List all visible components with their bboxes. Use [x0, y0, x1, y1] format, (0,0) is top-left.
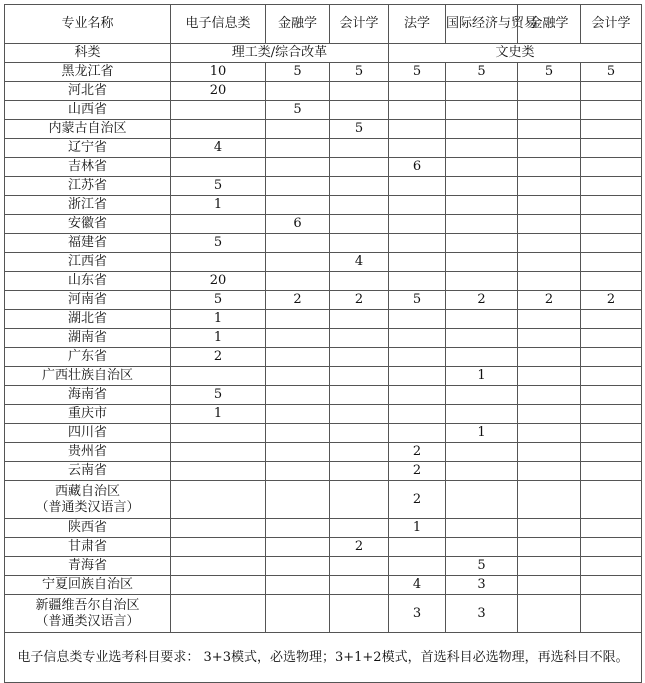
quota-cell: [581, 595, 642, 633]
quota-cell: [330, 177, 389, 196]
quota-cell: [518, 158, 581, 177]
quota-cell: [330, 481, 389, 519]
province-cell: 黑龙江省: [5, 63, 171, 82]
quota-cell: [518, 253, 581, 272]
quota-cell: 5: [330, 63, 389, 82]
quota-cell: [581, 272, 642, 291]
table-row: [5, 234, 642, 253]
quota-cell: [330, 443, 389, 462]
quota-cell: [446, 443, 518, 462]
quota-cell: [330, 576, 389, 595]
quota-cell: [446, 272, 518, 291]
quota-cell: [389, 557, 446, 576]
quota-cell: 20: [171, 272, 266, 291]
enrollment-plan-table: [4, 4, 642, 683]
quota-cell: 3: [389, 595, 446, 633]
quota-cell: [581, 253, 642, 272]
quota-cell: [581, 234, 642, 253]
quota-cell: [330, 462, 389, 481]
quota-cell: [518, 576, 581, 595]
quota-cell: [518, 120, 581, 139]
quota-cell: [266, 462, 330, 481]
quota-cell: [330, 557, 389, 576]
province-cell: 河南省: [5, 291, 171, 310]
header-row: [5, 5, 642, 44]
table-row: [5, 481, 642, 519]
quota-cell: [389, 272, 446, 291]
quota-cell: [171, 481, 266, 519]
province-cell: 辽宁省: [5, 139, 171, 158]
quota-cell: [330, 158, 389, 177]
province-cell: 内蒙古自治区: [5, 120, 171, 139]
quota-cell: 5: [389, 291, 446, 310]
quota-cell: [518, 234, 581, 253]
quota-cell: [266, 310, 330, 329]
quota-cell: [266, 234, 330, 253]
quota-cell: [581, 120, 642, 139]
quota-cell: [446, 348, 518, 367]
table-row: [5, 101, 642, 120]
quota-cell: [266, 557, 330, 576]
quota-cell: [518, 177, 581, 196]
quota-cell: [518, 462, 581, 481]
quota-cell: [581, 424, 642, 443]
province-cell: 云南省: [5, 462, 171, 481]
quota-cell: [581, 348, 642, 367]
province-cell: 安徽省: [5, 215, 171, 234]
quota-cell: 5: [330, 120, 389, 139]
quota-cell: [171, 101, 266, 120]
quota-cell: [330, 367, 389, 386]
quota-cell: [581, 215, 642, 234]
province-cell: 湖南省: [5, 329, 171, 348]
quota-cell: [581, 557, 642, 576]
quota-cell: 3: [446, 576, 518, 595]
quota-cell: [581, 386, 642, 405]
table-row: [5, 63, 642, 82]
quota-cell: [266, 367, 330, 386]
province-cell: 江西省: [5, 253, 171, 272]
table-row: [5, 139, 642, 158]
table-row: [5, 519, 642, 538]
quota-cell: 1: [171, 329, 266, 348]
quota-cell: [446, 538, 518, 557]
quota-cell: [389, 234, 446, 253]
quota-cell: [266, 139, 330, 158]
quota-cell: 1: [446, 424, 518, 443]
quota-cell: [446, 481, 518, 519]
province-cell: 山东省: [5, 272, 171, 291]
quota-cell: [581, 481, 642, 519]
quota-cell: [518, 424, 581, 443]
quota-cell: [581, 139, 642, 158]
table-row: [5, 348, 642, 367]
quota-cell: [171, 424, 266, 443]
table-row: [5, 196, 642, 215]
quota-cell: [171, 595, 266, 633]
province-cell: 广西壮族自治区: [5, 367, 171, 386]
quota-cell: [581, 367, 642, 386]
quota-cell: [389, 424, 446, 443]
quota-cell: 3: [446, 595, 518, 633]
quota-cell: [266, 386, 330, 405]
quota-cell: [266, 272, 330, 291]
quota-cell: [171, 367, 266, 386]
table-row: [5, 462, 642, 481]
table-row: [5, 177, 642, 196]
quota-cell: [581, 101, 642, 120]
quota-cell: [389, 215, 446, 234]
table-row: [5, 424, 642, 443]
quota-cell: [389, 329, 446, 348]
table-row: [5, 557, 642, 576]
quota-cell: 4: [389, 576, 446, 595]
quota-cell: [518, 272, 581, 291]
province-cell: 青海省: [5, 557, 171, 576]
province-cell: 重庆市: [5, 405, 171, 424]
quota-cell: 5: [171, 386, 266, 405]
quota-cell: 2: [518, 291, 581, 310]
quota-cell: [446, 82, 518, 101]
quota-cell: [330, 234, 389, 253]
header-major: 法学: [389, 5, 446, 44]
quota-cell: [330, 272, 389, 291]
quota-cell: 5: [389, 63, 446, 82]
table-row: [5, 272, 642, 291]
quota-cell: [446, 120, 518, 139]
quota-cell: 5: [446, 557, 518, 576]
quota-cell: [581, 158, 642, 177]
quota-cell: [581, 177, 642, 196]
quota-cell: 4: [171, 139, 266, 158]
quota-cell: [389, 82, 446, 101]
quota-cell: [171, 443, 266, 462]
province-cell: 江苏省: [5, 177, 171, 196]
quota-cell: [446, 139, 518, 158]
province-cell: 吉林省: [5, 158, 171, 177]
quota-cell: [266, 329, 330, 348]
table-row: [5, 215, 642, 234]
quota-cell: 2: [581, 291, 642, 310]
quota-cell: 1: [171, 405, 266, 424]
quota-cell: [518, 443, 581, 462]
quota-cell: [518, 519, 581, 538]
province-subtitle: （普通类汉语言）: [35, 613, 140, 629]
quota-cell: [518, 82, 581, 101]
table-row: [5, 367, 642, 386]
quota-cell: [389, 177, 446, 196]
quota-cell: [389, 386, 446, 405]
province-cell: 湖北省: [5, 310, 171, 329]
province-cell: 浙江省: [5, 196, 171, 215]
quota-cell: [389, 253, 446, 272]
quota-cell: [266, 348, 330, 367]
quota-cell: [446, 462, 518, 481]
quota-cell: [518, 139, 581, 158]
table-row: [5, 291, 642, 310]
header-major: 会计学: [330, 5, 389, 44]
quota-cell: [446, 253, 518, 272]
quota-cell: [330, 595, 389, 633]
table-row: [5, 310, 642, 329]
quota-cell: 5: [171, 234, 266, 253]
province-subtitle: （普通类汉语言）: [35, 499, 140, 515]
quota-cell: 2: [330, 538, 389, 557]
quota-cell: [266, 538, 330, 557]
quota-cell: 5: [266, 63, 330, 82]
quota-cell: [389, 196, 446, 215]
quota-cell: [581, 329, 642, 348]
table-row: [5, 329, 642, 348]
quota-cell: [330, 329, 389, 348]
quota-cell: [518, 348, 581, 367]
quota-cell: 1: [171, 196, 266, 215]
category-row: [5, 44, 642, 63]
province-cell: 陕西省: [5, 519, 171, 538]
quota-cell: [389, 310, 446, 329]
province-cell: 甘肃省: [5, 538, 171, 557]
quota-cell: [171, 253, 266, 272]
quota-cell: [518, 386, 581, 405]
quota-cell: [330, 405, 389, 424]
province-name: 西藏自治区: [54, 483, 120, 499]
subject-requirement-note: 电子信息类专业选考科目要求： 3+3模式，必选物理；3+1+2模式，首选科目必选物理，再选科目不限。: [5, 633, 642, 683]
quota-cell: [446, 519, 518, 538]
quota-cell: 6: [266, 215, 330, 234]
table-row: [5, 443, 642, 462]
quota-cell: [446, 405, 518, 424]
quota-cell: [446, 196, 518, 215]
quota-cell: 2: [330, 291, 389, 310]
quota-cell: [171, 519, 266, 538]
quota-cell: [518, 310, 581, 329]
province-cell: 四川省: [5, 424, 171, 443]
quota-cell: 20: [171, 82, 266, 101]
quota-cell: [389, 120, 446, 139]
header-major: 金融学: [518, 5, 581, 44]
header-major-name: 专业名称: [5, 5, 171, 44]
quota-cell: [581, 196, 642, 215]
header-major: 电子信息类: [171, 5, 266, 44]
quota-cell: [171, 158, 266, 177]
quota-cell: [518, 481, 581, 519]
quota-cell: 5: [171, 177, 266, 196]
quota-cell: 4: [330, 253, 389, 272]
quota-cell: [389, 367, 446, 386]
quota-cell: [266, 158, 330, 177]
quota-cell: [446, 158, 518, 177]
quota-cell: [330, 424, 389, 443]
quota-cell: [389, 348, 446, 367]
quota-cell: [518, 329, 581, 348]
quota-cell: [581, 519, 642, 538]
province-cell: [5, 595, 171, 633]
note-row: [5, 633, 642, 683]
table-row: [5, 120, 642, 139]
table-row: [5, 386, 642, 405]
quota-cell: [446, 177, 518, 196]
quota-cell: [171, 462, 266, 481]
province-name: 新疆维吾尔自治区: [35, 597, 140, 613]
quota-cell: [266, 177, 330, 196]
quota-cell: [266, 82, 330, 101]
quota-cell: [446, 101, 518, 120]
province-cell: 宁夏回族自治区: [5, 576, 171, 595]
quota-cell: [330, 215, 389, 234]
table-row: [5, 82, 642, 101]
quota-cell: [266, 196, 330, 215]
quota-cell: [266, 481, 330, 519]
quota-cell: [581, 462, 642, 481]
province-cell: 河北省: [5, 82, 171, 101]
quota-cell: [518, 405, 581, 424]
quota-cell: [266, 405, 330, 424]
quota-cell: [389, 538, 446, 557]
quota-cell: [446, 386, 518, 405]
quota-cell: [581, 405, 642, 424]
header-major: 金融学: [266, 5, 330, 44]
quota-cell: 1: [171, 310, 266, 329]
quota-cell: [581, 310, 642, 329]
quota-cell: [518, 367, 581, 386]
table-row: [5, 253, 642, 272]
quota-cell: 2: [446, 291, 518, 310]
quota-cell: [330, 101, 389, 120]
quota-cell: [330, 139, 389, 158]
category-label: 科类: [5, 44, 171, 63]
quota-cell: [389, 139, 446, 158]
quota-cell: 5: [446, 63, 518, 82]
quota-cell: 10: [171, 63, 266, 82]
quota-cell: [266, 519, 330, 538]
quota-cell: [446, 234, 518, 253]
quota-cell: 1: [389, 519, 446, 538]
quota-cell: [171, 576, 266, 595]
quota-cell: [330, 519, 389, 538]
quota-cell: [581, 443, 642, 462]
province-cell: 福建省: [5, 234, 171, 253]
quota-cell: [171, 557, 266, 576]
quota-cell: [171, 120, 266, 139]
province-cell: 贵州省: [5, 443, 171, 462]
province-cell: 广东省: [5, 348, 171, 367]
quota-cell: [581, 538, 642, 557]
category-science: 理工类/综合改革: [171, 44, 389, 63]
province-cell: 海南省: [5, 386, 171, 405]
quota-cell: 5: [266, 101, 330, 120]
table-row: [5, 158, 642, 177]
quota-cell: 2: [171, 348, 266, 367]
quota-cell: [518, 215, 581, 234]
quota-cell: [330, 386, 389, 405]
quota-cell: [518, 101, 581, 120]
quota-cell: 2: [389, 481, 446, 519]
quota-cell: [389, 405, 446, 424]
table-row: [5, 595, 642, 633]
quota-cell: [518, 538, 581, 557]
quota-cell: [266, 424, 330, 443]
header-major: 国际经济与贸易: [446, 5, 518, 44]
quota-cell: [330, 348, 389, 367]
table-row: [5, 576, 642, 595]
province-cell: [5, 481, 171, 519]
quota-cell: [330, 82, 389, 101]
quota-cell: [266, 576, 330, 595]
quota-cell: [266, 443, 330, 462]
quota-cell: [446, 215, 518, 234]
quota-cell: [266, 120, 330, 139]
quota-cell: 6: [389, 158, 446, 177]
quota-cell: 2: [389, 462, 446, 481]
header-major: 会计学: [581, 5, 642, 44]
quota-cell: 5: [518, 63, 581, 82]
quota-cell: [581, 576, 642, 595]
quota-cell: 2: [266, 291, 330, 310]
quota-cell: 5: [171, 291, 266, 310]
quota-cell: 2: [389, 443, 446, 462]
quota-cell: [266, 253, 330, 272]
province-cell: 山西省: [5, 101, 171, 120]
quota-cell: [266, 595, 330, 633]
quota-cell: [330, 310, 389, 329]
table-row: [5, 405, 642, 424]
table-row: [5, 538, 642, 557]
category-arts: 文史类: [389, 44, 642, 63]
quota-cell: [446, 329, 518, 348]
quota-cell: [518, 557, 581, 576]
quota-cell: [171, 538, 266, 557]
quota-cell: [446, 310, 518, 329]
quota-cell: [581, 82, 642, 101]
quota-cell: [389, 101, 446, 120]
quota-cell: [171, 215, 266, 234]
quota-cell: [330, 196, 389, 215]
quota-cell: 1: [446, 367, 518, 386]
quota-cell: [518, 595, 581, 633]
quota-cell: 5: [581, 63, 642, 82]
quota-cell: [518, 196, 581, 215]
